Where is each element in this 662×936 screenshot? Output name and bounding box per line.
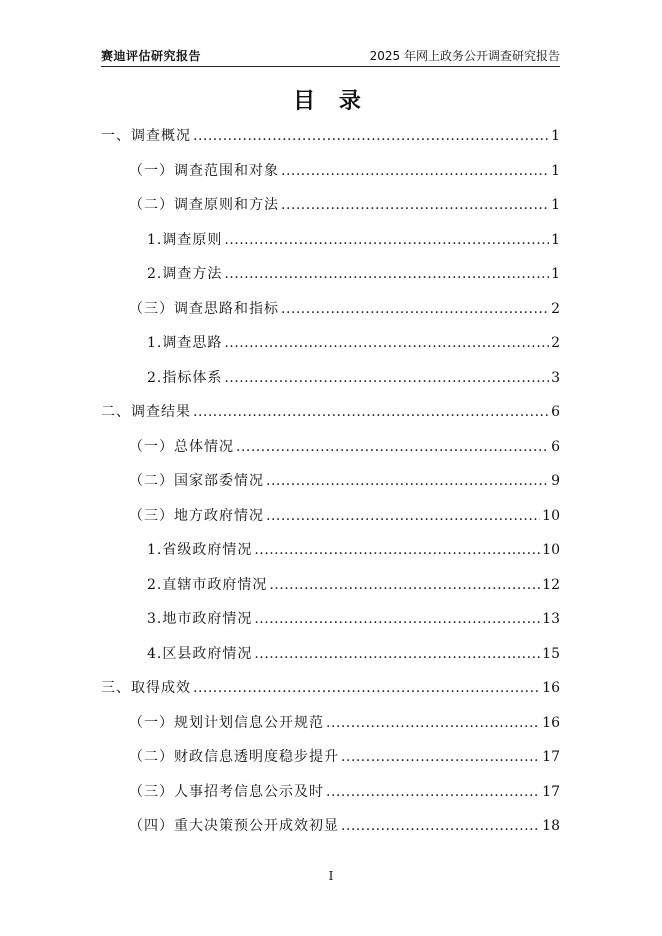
toc-entry[interactable] (101, 671, 560, 706)
toc-leader-dots (236, 430, 549, 465)
toc-entry-page: 2 (551, 300, 560, 317)
toc-entry-page: 1 (551, 197, 560, 213)
toc-entry-page: 15 (542, 645, 560, 662)
toc-entry[interactable] (101, 223, 560, 258)
toc-entry[interactable] (101, 740, 560, 775)
toc-leader-dots (281, 292, 549, 327)
toc-entry[interactable] (101, 602, 560, 637)
toc-entry-label: （四）重大决策预公开成效初显 (129, 818, 339, 834)
toc-leader-dots (193, 395, 549, 430)
toc-entry-page: 13 (542, 611, 560, 627)
header-report-title: 2025 年网上政务公开调查研究报告 (369, 49, 560, 63)
toc-entry[interactable] (101, 430, 560, 465)
toc-entry-page: 1 (551, 231, 560, 248)
toc-entry-page: 16 (542, 680, 560, 696)
toc-entry-page: 1 (551, 266, 560, 282)
toc-leader-dots (341, 740, 540, 775)
toc-entry-page: 16 (542, 714, 560, 731)
toc-entry[interactable] (101, 706, 560, 741)
toc-entry-page: 1 (551, 128, 560, 144)
toc-entry-page: 10 (542, 507, 560, 524)
toc-entry-page: 2 (551, 335, 560, 351)
toc-entry[interactable] (101, 809, 560, 844)
toc-entry-label: 4.区县政府情况 (147, 645, 253, 662)
toc-entry-label: 一、调查概况 (101, 128, 191, 144)
toc-entry[interactable] (101, 533, 560, 568)
toc-entry-label: 1.调查原则 (147, 231, 223, 248)
toc-leader-dots (224, 361, 549, 396)
toc-entry-page: 1 (551, 162, 560, 179)
toc-leader-dots (281, 188, 549, 223)
toc-entry-label: （三）地方政府情况 (129, 507, 264, 524)
toc-entry-label: （一）规划计划信息公开规范 (129, 714, 324, 731)
toc-leader-dots (326, 775, 540, 810)
toc-leader-dots (269, 568, 540, 603)
toc-entry[interactable] (101, 499, 560, 534)
toc-entry[interactable] (101, 568, 560, 603)
toc-entry-label: （三）调查思路和指标 (129, 300, 279, 317)
toc-entry[interactable] (101, 395, 560, 430)
toc-entry-label: 3.地市政府情况 (147, 611, 253, 627)
toc-leader-dots (224, 257, 549, 292)
toc-leader-dots (254, 533, 540, 568)
toc-leader-dots (266, 499, 540, 534)
toc-leader-dots (254, 602, 540, 637)
toc-entry[interactable] (101, 188, 560, 223)
toc-entry-label: 二、调查结果 (101, 404, 191, 420)
toc-entry-label: （二）财政信息透明度稳步提升 (129, 749, 339, 765)
toc-entry-page: 9 (551, 473, 560, 489)
toc-entry-label: 2.直辖市政府情况 (147, 576, 268, 593)
toc-leader-dots (193, 119, 549, 154)
toc-entry-label: （二）国家部委情况 (129, 473, 264, 489)
toc-leader-dots (266, 464, 549, 499)
toc-entry-label: 2.调查方法 (147, 266, 223, 282)
toc-entry[interactable] (101, 464, 560, 499)
toc-entry[interactable] (101, 326, 560, 361)
toc-entry-page: 12 (542, 576, 560, 593)
toc-entry-label: 三、取得成效 (101, 680, 191, 696)
toc-leader-dots (326, 706, 540, 741)
toc-leader-dots (193, 671, 540, 706)
toc-entry-page: 10 (542, 542, 560, 558)
toc-entry-page: 6 (551, 438, 560, 455)
toc-entry-label: 1.调查思路 (147, 335, 223, 351)
toc-entry-label: （三）人事招考信息公示及时 (129, 783, 324, 800)
toc-leader-dots (341, 809, 540, 844)
toc-entry[interactable] (101, 154, 560, 189)
toc-leader-dots (281, 154, 549, 189)
toc-entry-label: 1.省级政府情况 (147, 542, 253, 558)
toc-entry-label: （一）总体情况 (129, 438, 234, 455)
toc-entry[interactable] (101, 775, 560, 810)
toc-entry-page: 6 (551, 404, 560, 420)
toc-entry-label: 2.指标体系 (147, 369, 223, 386)
header-publisher: 赛迪评估研究报告 (101, 49, 202, 63)
toc-entry-page: 17 (542, 749, 560, 765)
toc-entry-page: 3 (551, 369, 560, 386)
toc-title: 目 录 (293, 89, 369, 114)
toc-entry-label: （二）调查原则和方法 (129, 197, 279, 213)
page-number: I (328, 869, 334, 883)
toc-entry[interactable] (101, 637, 560, 672)
toc-entry[interactable] (101, 257, 560, 292)
toc-entry-page: 17 (542, 783, 560, 800)
toc-leader-dots (224, 223, 549, 258)
toc-entry[interactable] (101, 119, 560, 154)
toc-leader-dots (254, 637, 540, 672)
toc-entry[interactable] (101, 361, 560, 396)
toc-entry-page: 18 (542, 818, 560, 834)
table-of-contents (101, 119, 560, 844)
toc-entry-label: （一）调查范围和对象 (129, 162, 279, 179)
page-header (101, 44, 560, 67)
toc-entry[interactable] (101, 292, 560, 327)
toc-leader-dots (224, 326, 549, 361)
